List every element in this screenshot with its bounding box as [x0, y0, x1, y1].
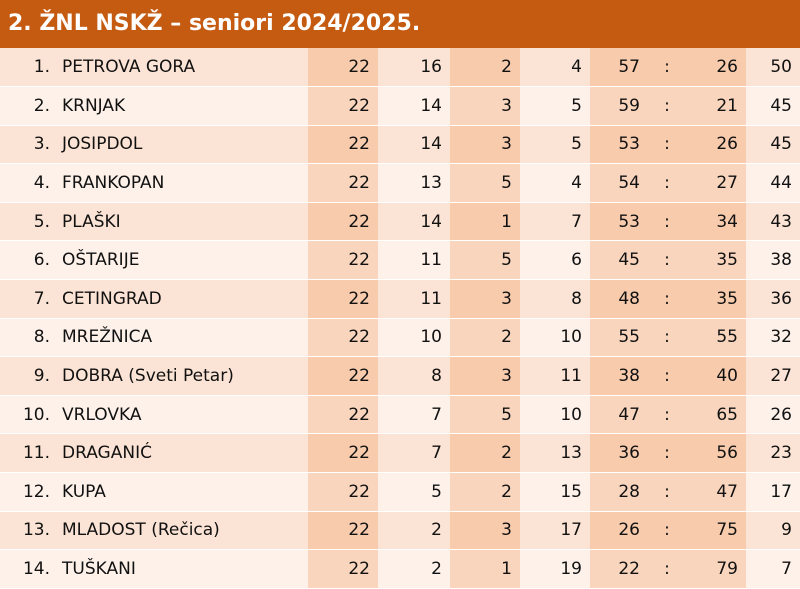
played-cell: 22: [308, 473, 378, 512]
won-cell: 14: [378, 125, 450, 164]
goals-against-cell: 55: [686, 318, 746, 357]
rank-cell: 4.: [0, 164, 56, 203]
team-name-cell: MLADOST (Rečica): [56, 511, 308, 550]
played-cell: 22: [308, 434, 378, 473]
rank-cell: 12.: [0, 473, 56, 512]
goals-against-cell: 35: [686, 241, 746, 280]
rank-cell: 10.: [0, 395, 56, 434]
rank-cell: 8.: [0, 318, 56, 357]
lost-cell: 13: [520, 434, 590, 473]
table-row: [0, 241, 800, 280]
rank-cell: 7.: [0, 280, 56, 319]
won-cell: 13: [378, 164, 450, 203]
played-cell: 22: [308, 280, 378, 319]
goals-against-cell: 21: [686, 87, 746, 126]
won-cell: 11: [378, 241, 450, 280]
team-name-cell: FRANKOPAN: [56, 164, 308, 203]
table-row: [0, 125, 800, 164]
team-name-cell: PLAŠKI: [56, 202, 308, 241]
rank-cell: 13.: [0, 511, 56, 550]
table-row: [0, 318, 800, 357]
team-name-cell: KUPA: [56, 473, 308, 512]
goals-against-cell: 26: [686, 125, 746, 164]
goal-separator: :: [648, 511, 686, 550]
played-cell: 22: [308, 87, 378, 126]
won-cell: 5: [378, 473, 450, 512]
goals-against-cell: 75: [686, 511, 746, 550]
team-name-cell: TUŠKANI: [56, 550, 308, 589]
won-cell: 8: [378, 357, 450, 396]
rank-cell: 14.: [0, 550, 56, 589]
goals-against-cell: 79: [686, 550, 746, 589]
lost-cell: 5: [520, 125, 590, 164]
team-name-cell: CETINGRAD: [56, 280, 308, 319]
won-cell: 7: [378, 434, 450, 473]
rank-cell: 5.: [0, 202, 56, 241]
played-cell: 22: [308, 357, 378, 396]
rank-cell: 9.: [0, 357, 56, 396]
table-row: [0, 164, 800, 203]
won-cell: 2: [378, 511, 450, 550]
goals-for-cell: 48: [590, 280, 648, 319]
table-row: [0, 511, 800, 550]
team-name-cell: DRAGANIĆ: [56, 434, 308, 473]
table-row: [0, 202, 800, 241]
goals-for-cell: 55: [590, 318, 648, 357]
goals-against-cell: 35: [686, 280, 746, 319]
won-cell: 16: [378, 48, 450, 87]
rank-cell: 11.: [0, 434, 56, 473]
drawn-cell: 5: [450, 241, 520, 280]
points-cell: 50: [746, 48, 800, 87]
rank-cell: 3.: [0, 125, 56, 164]
points-cell: 7: [746, 550, 800, 589]
goal-separator: :: [648, 202, 686, 241]
played-cell: 22: [308, 48, 378, 87]
goal-separator: :: [648, 125, 686, 164]
goal-separator: :: [648, 550, 686, 589]
table-row: [0, 550, 800, 589]
rank-cell: 6.: [0, 241, 56, 280]
team-name-cell: KRNJAK: [56, 87, 308, 126]
drawn-cell: 3: [450, 280, 520, 319]
goals-for-cell: 53: [590, 202, 648, 241]
points-cell: 27: [746, 357, 800, 396]
goal-separator: :: [648, 473, 686, 512]
goals-for-cell: 54: [590, 164, 648, 203]
goals-for-cell: 45: [590, 241, 648, 280]
points-cell: 43: [746, 202, 800, 241]
won-cell: 11: [378, 280, 450, 319]
drawn-cell: 3: [450, 357, 520, 396]
table-title: 2. ŽNL NSKŽ – seniori 2024/2025.: [0, 0, 800, 48]
goals-for-cell: 26: [590, 511, 648, 550]
rank-cell: 1.: [0, 48, 56, 87]
goals-against-cell: 65: [686, 395, 746, 434]
played-cell: 22: [308, 550, 378, 589]
table-row: [0, 87, 800, 126]
points-cell: 26: [746, 395, 800, 434]
played-cell: 22: [308, 395, 378, 434]
played-cell: 22: [308, 202, 378, 241]
goal-separator: :: [648, 434, 686, 473]
won-cell: 10: [378, 318, 450, 357]
points-cell: 23: [746, 434, 800, 473]
played-cell: 22: [308, 511, 378, 550]
drawn-cell: 1: [450, 550, 520, 589]
goals-against-cell: 56: [686, 434, 746, 473]
team-name-cell: MREŽNICA: [56, 318, 308, 357]
team-name-cell: OŠTARIJE: [56, 241, 308, 280]
drawn-cell: 3: [450, 511, 520, 550]
goals-against-cell: 40: [686, 357, 746, 396]
drawn-cell: 5: [450, 164, 520, 203]
lost-cell: 8: [520, 280, 590, 319]
lost-cell: 4: [520, 48, 590, 87]
played-cell: 22: [308, 318, 378, 357]
table-row: [0, 395, 800, 434]
won-cell: 14: [378, 87, 450, 126]
goals-for-cell: 28: [590, 473, 648, 512]
team-name-cell: PETROVA GORA: [56, 48, 308, 87]
goals-for-cell: 38: [590, 357, 648, 396]
points-cell: 45: [746, 125, 800, 164]
drawn-cell: 3: [450, 125, 520, 164]
points-cell: 9: [746, 511, 800, 550]
goals-for-cell: 53: [590, 125, 648, 164]
goals-for-cell: 57: [590, 48, 648, 87]
goals-against-cell: 27: [686, 164, 746, 203]
team-name-cell: DOBRA (Sveti Petar): [56, 357, 308, 396]
points-cell: 17: [746, 473, 800, 512]
table-row: [0, 473, 800, 512]
goal-separator: :: [648, 87, 686, 126]
lost-cell: 5: [520, 87, 590, 126]
drawn-cell: 2: [450, 48, 520, 87]
rank-cell: 2.: [0, 87, 56, 126]
goal-separator: :: [648, 395, 686, 434]
drawn-cell: 1: [450, 202, 520, 241]
goals-for-cell: 59: [590, 87, 648, 126]
played-cell: 22: [308, 241, 378, 280]
points-cell: 36: [746, 280, 800, 319]
goals-for-cell: 22: [590, 550, 648, 589]
goal-separator: :: [648, 280, 686, 319]
drawn-cell: 5: [450, 395, 520, 434]
goals-for-cell: 47: [590, 395, 648, 434]
table-row: [0, 48, 800, 87]
team-name-cell: VRLOVKA: [56, 395, 308, 434]
drawn-cell: 2: [450, 473, 520, 512]
goal-separator: :: [648, 357, 686, 396]
goal-separator: :: [648, 318, 686, 357]
lost-cell: 10: [520, 395, 590, 434]
goal-separator: :: [648, 164, 686, 203]
played-cell: 22: [308, 125, 378, 164]
table-row: [0, 280, 800, 319]
drawn-cell: 2: [450, 318, 520, 357]
goals-for-cell: 36: [590, 434, 648, 473]
points-cell: 44: [746, 164, 800, 203]
goals-against-cell: 47: [686, 473, 746, 512]
table-row: [0, 434, 800, 473]
standings-table: [0, 48, 800, 589]
won-cell: 14: [378, 202, 450, 241]
drawn-cell: 3: [450, 87, 520, 126]
lost-cell: 11: [520, 357, 590, 396]
team-name-cell: JOSIPDOL: [56, 125, 308, 164]
points-cell: 32: [746, 318, 800, 357]
lost-cell: 15: [520, 473, 590, 512]
won-cell: 7: [378, 395, 450, 434]
goals-against-cell: 26: [686, 48, 746, 87]
goal-separator: :: [648, 48, 686, 87]
lost-cell: 7: [520, 202, 590, 241]
points-cell: 45: [746, 87, 800, 126]
drawn-cell: 2: [450, 434, 520, 473]
won-cell: 2: [378, 550, 450, 589]
lost-cell: 6: [520, 241, 590, 280]
table-row: [0, 357, 800, 396]
lost-cell: 10: [520, 318, 590, 357]
lost-cell: 17: [520, 511, 590, 550]
goals-against-cell: 34: [686, 202, 746, 241]
lost-cell: 4: [520, 164, 590, 203]
points-cell: 38: [746, 241, 800, 280]
played-cell: 22: [308, 164, 378, 203]
lost-cell: 19: [520, 550, 590, 589]
goal-separator: :: [648, 241, 686, 280]
